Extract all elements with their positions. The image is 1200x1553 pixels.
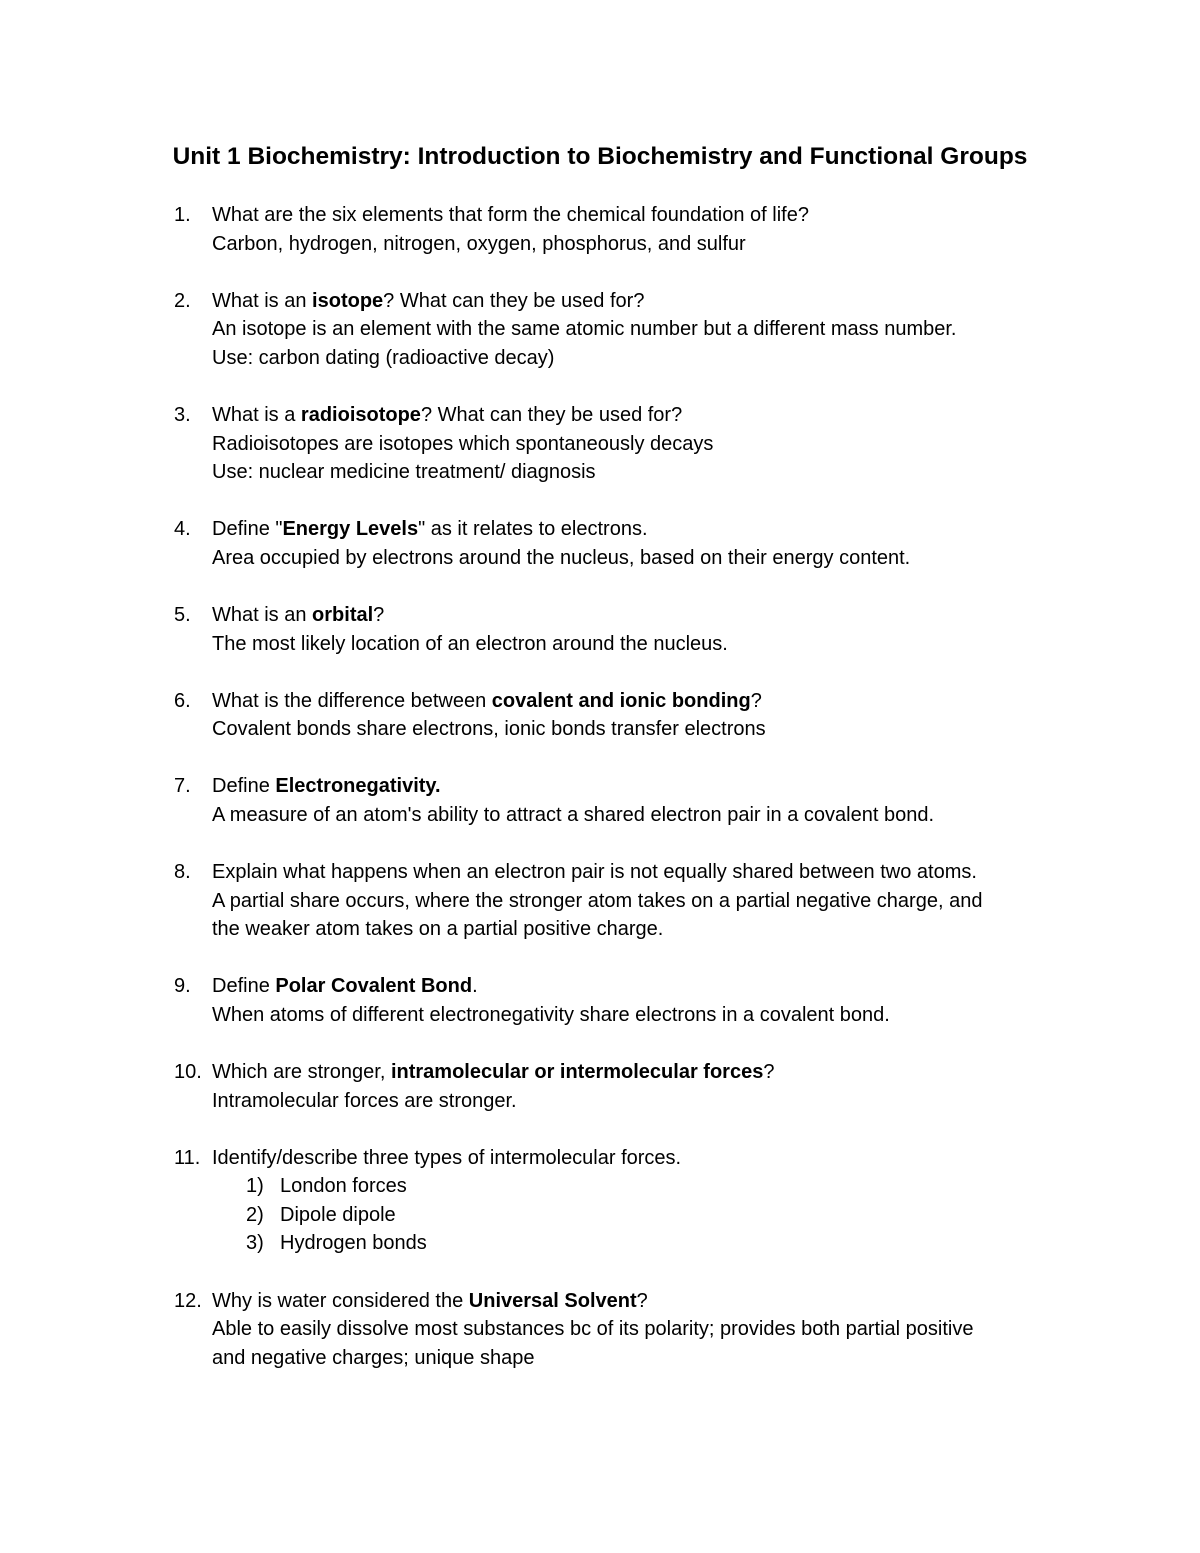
question-term: orbital [312, 603, 374, 626]
question-text-segment: What is an [212, 289, 313, 312]
answer-line: Covalent bonds share electrons, ionic bonds transfer electrons [212, 718, 766, 741]
question-item [174, 858, 1074, 944]
question-term: isotope [312, 289, 384, 312]
answer-line: When atoms of different electronegativity share electrons in a covalent bond. [212, 1003, 890, 1026]
question-text-segment: ? What can they be used for? [383, 289, 645, 312]
question-term: covalent and ionic bonding [491, 689, 751, 712]
question-text-segment: What is the difference between [212, 689, 492, 712]
answer-line: Intramolecular forces are stronger. [212, 1089, 517, 1112]
question-number: 11. [174, 1146, 201, 1169]
question-item [174, 687, 1074, 744]
answer-line: the weaker atom takes on a partial positive charge. [212, 918, 664, 941]
question-number: 4. [174, 518, 191, 541]
question-body [212, 772, 1074, 829]
question-item [174, 515, 1074, 572]
answer-line: Radioisotopes are isotopes which spontaneously decays [212, 432, 714, 455]
answer-line: Use: carbon dating (radioactive decay) [212, 346, 555, 369]
question-text [212, 1287, 1074, 1316]
question-term: Energy Levels [282, 518, 419, 541]
question-text-segment: Define [212, 975, 276, 998]
question-term: radioisotope [300, 403, 421, 426]
question-number: 6. [174, 689, 191, 712]
question-number: 9. [174, 975, 191, 998]
question-number: 1. [174, 204, 191, 226]
question-term: Polar Covalent Bond [275, 975, 473, 998]
question-body [212, 858, 1074, 944]
question-text [212, 601, 1074, 630]
question-item [174, 972, 1074, 1029]
question-number: 7. [174, 775, 191, 798]
question-item [174, 772, 1074, 829]
question-text-segment: . [472, 975, 478, 998]
question-body [212, 972, 1074, 1029]
answer-line: Use: nuclear medicine treatment/ diagnosis [212, 461, 596, 484]
answer-line: and negative charges; unique shape [212, 1346, 535, 1369]
question-body [212, 601, 1074, 658]
question-text-segment: Define " [212, 518, 283, 541]
question-text [212, 201, 1074, 230]
question-text-segment: Which are stronger, [212, 1060, 391, 1083]
sub-list-text: Hydrogen bonds [280, 1232, 427, 1255]
question-text-segment: What are the six elements that form the chemical foundation of life? [212, 204, 809, 226]
question-text-segment: What is an [212, 603, 313, 626]
question-text-segment: ? What can they be used for? [420, 403, 683, 426]
question-term: intramolecular or intermolecular forces [390, 1060, 764, 1083]
question-term: Electronegativity. [275, 775, 441, 798]
question-number: 5. [174, 603, 191, 626]
question-text [212, 687, 1074, 716]
question-text-segment: ? [636, 1289, 648, 1312]
answer-line: An isotope is an element with the same atomic number but a different mass number. [212, 318, 957, 341]
question-text-segment: Explain what happens when an electron pair is not equally shared between two atoms. [212, 861, 977, 883]
question-number: 12. [174, 1289, 202, 1312]
sub-list-item [212, 1172, 1074, 1201]
question-item [174, 1058, 1074, 1115]
question-text-segment: What is a [212, 403, 301, 426]
question-term: Universal Solvent [468, 1289, 637, 1312]
page-title: Unit 1 Biochemistry: Introduction to Biochemistry and Functional Groups [172, 143, 1028, 170]
answer-line: Carbon, hydrogen, nitrogen, oxygen, phosphorus, and sulfur [212, 232, 746, 255]
answer-line: Able to easily dissolve most substances bc of its polarity; provides both partial positive [212, 1318, 974, 1341]
question-text-segment: Identify/describe three types of intermolecular forces. [212, 1146, 682, 1169]
question-item [174, 401, 1074, 487]
question-number: 3. [174, 403, 191, 426]
question-text-segment: ? [763, 1060, 775, 1083]
sub-list-text: London forces [280, 1175, 407, 1198]
question-body [212, 1144, 1074, 1258]
question-item [174, 201, 1074, 258]
question-text [212, 287, 1074, 316]
question-text-segment: Why is water considered the [212, 1289, 469, 1312]
answer-line: Area occupied by electrons around the nucleus, based on their energy content. [212, 546, 911, 569]
question-text [212, 772, 1074, 801]
question-text-segment: " as it relates to electrons. [418, 518, 648, 541]
question-body [212, 515, 1074, 572]
question-body [212, 687, 1074, 744]
question-text-segment: ? [750, 689, 762, 712]
sub-list-number: 1) [246, 1175, 264, 1198]
question-text [212, 1058, 1074, 1087]
answer-line: A partial share occurs, where the stronger atom takes on a partial negative charge, and [212, 889, 983, 912]
question-body [212, 1058, 1074, 1115]
question-item [174, 601, 1074, 658]
question-body [212, 401, 1074, 487]
question-item [174, 1287, 1074, 1373]
question-number: 10. [174, 1060, 202, 1083]
question-text [212, 858, 1074, 887]
sub-list-number: 3) [246, 1232, 264, 1255]
question-text [212, 515, 1074, 544]
sub-list-item [212, 1229, 1074, 1258]
question-body [212, 287, 1074, 373]
question-body [212, 1287, 1074, 1373]
question-text [212, 401, 1074, 430]
question-text [212, 972, 1074, 1001]
sub-list-item [212, 1201, 1074, 1230]
question-number: 8. [174, 861, 191, 883]
question-item [174, 1144, 1074, 1258]
question-text-segment: ? [373, 603, 385, 626]
question-number: 2. [174, 289, 191, 312]
question-text [212, 1144, 1074, 1173]
answer-line: A measure of an atom's ability to attract a shared electron pair in a covalent bond. [212, 803, 935, 826]
question-body [212, 201, 1074, 258]
question-item [174, 287, 1074, 373]
sub-list-number: 2) [246, 1203, 264, 1226]
question-list [174, 201, 1074, 1401]
sub-list-text: Dipole dipole [280, 1203, 396, 1226]
question-text-segment: Define [212, 775, 276, 798]
answer-line: The most likely location of an electron around the nucleus. [212, 632, 728, 655]
